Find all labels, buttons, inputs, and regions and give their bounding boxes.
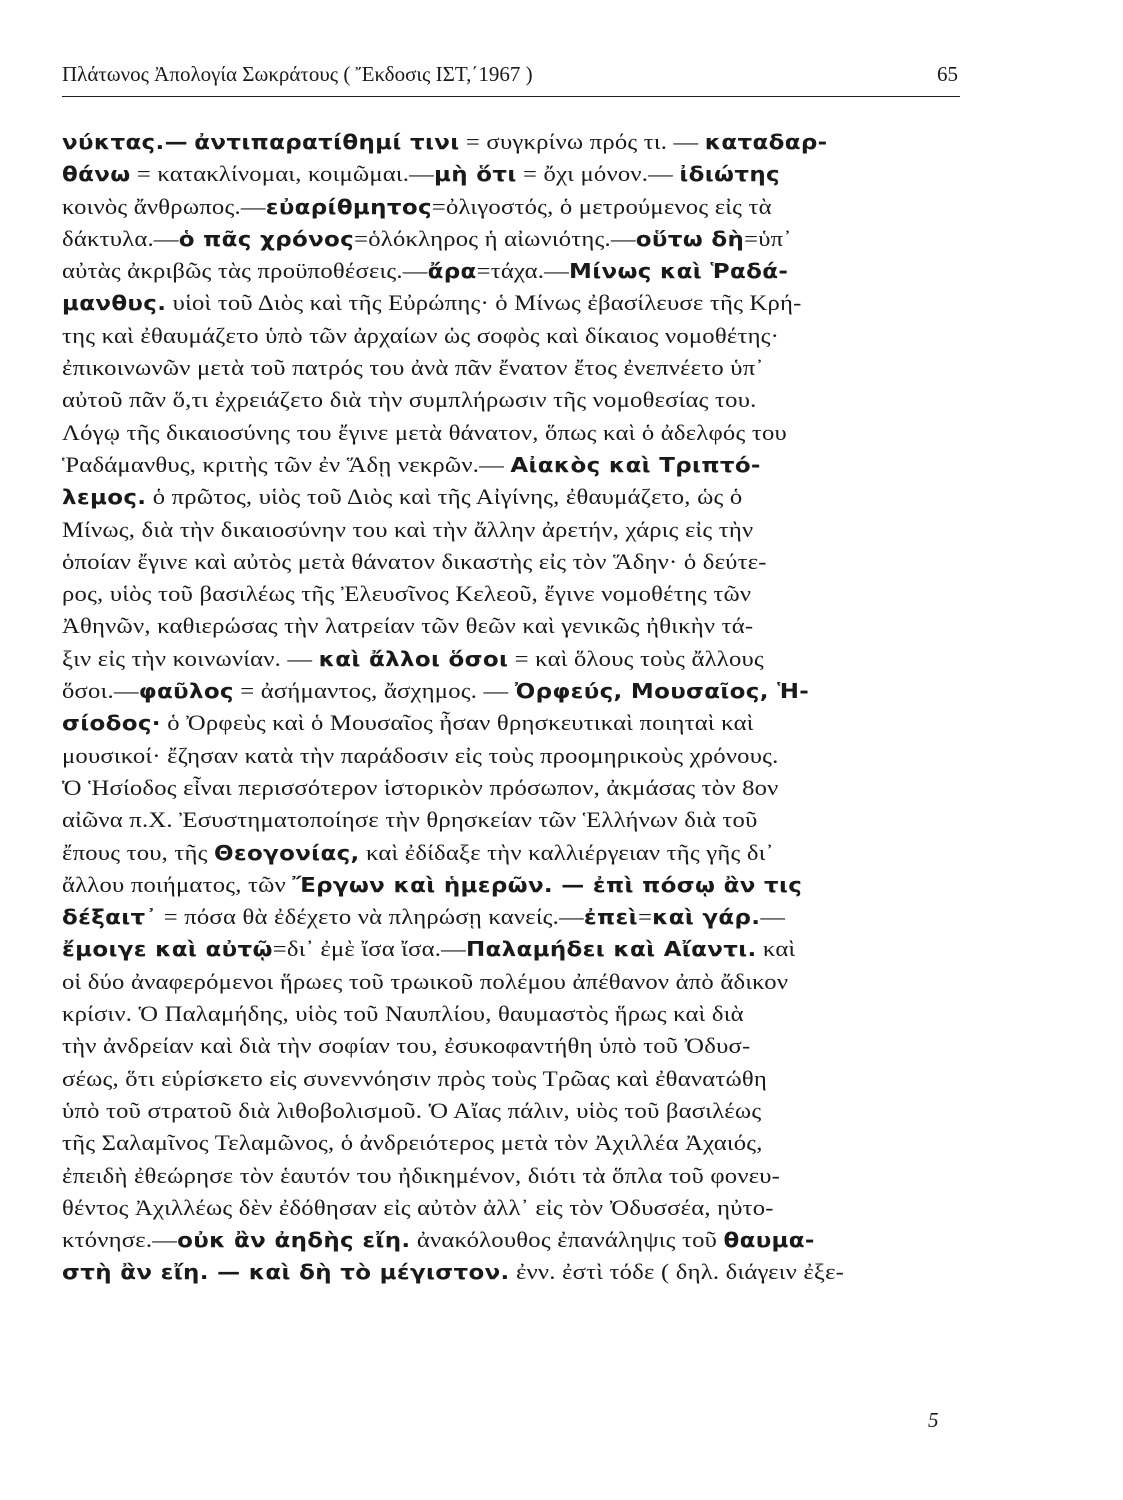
running-title: Πλάτωνος Ἀπολογία Σωκράτους ( Ἔκδοσις ΙΣΤ,΄1967 ) (62, 62, 533, 86)
bold-lemma: καὶ ἄλλοι ὅσοι (318, 646, 509, 671)
text-line (62, 1063, 960, 1095)
bold-lemma: λεμος. (62, 485, 147, 510)
text-line (62, 901, 960, 933)
bold-lemma: Αἰακὸς καὶ Τριπτό- (510, 452, 761, 477)
text-line (62, 287, 960, 319)
bold-lemma: σίοδος· (62, 711, 161, 736)
text-run: αὐτοῦ πᾶν ὅ,τι ἐχρειάζετο διὰ τὴν συμπλήρωσιν τῆς νομοθεσίας του. (62, 387, 757, 413)
text-line (62, 1127, 960, 1159)
text-run: θέντος Ἀχιλλέως δὲν ἐδόθησαν εἰς αὐτὸν ἀλλ᾽ εἰς τὸν Ὀδυσσέα, ηὐτο- (62, 1194, 774, 1220)
bold-lemma: μὴ ὅτι (434, 162, 517, 187)
text-run: δάκτυλα.— (62, 225, 179, 251)
text-line (62, 578, 960, 610)
text-run: =ὁλόκληρος ἡ αἰωνιότης.— (354, 225, 636, 251)
text-line (62, 126, 960, 158)
bold-lemma: οὕτω δὴ (635, 226, 745, 251)
text-line (62, 546, 960, 578)
bold-lemma: οὐκ ἂν ἀηδὴς εἴη. (177, 1228, 411, 1253)
text-run: = ἀσήμαντος, ἄσχημος. — (233, 678, 515, 704)
text-run: ὑπὸ τοῦ στρατοῦ διὰ λιθοβολισμοῦ. Ὁ Αἴας πάλιν, υἱὸς τοῦ βασιλέως (62, 1097, 762, 1123)
text-line (62, 514, 960, 546)
text-run: Λόγῳ τῆς δικαιοσύνης του ἔγινε μετὰ θάνατον, ὅπως καὶ ὁ ἀδελφός του (62, 419, 787, 445)
text-run: Ὁ Ἡσίοδος εἶναι περισσότερον ἱστορικὸν πρόσωπον, ἀκμάσας τὸν 8ον (62, 774, 779, 800)
bold-lemma: στὴ ἂν εἴη. — καὶ δὴ τὸ μέγιστον. (62, 1260, 510, 1285)
commentary-text (62, 126, 960, 1289)
text-run: ὁ πρῶτος, υἱὸς τοῦ Διὸς καὶ τῆς Αἰγίνης, ἐθαυμάζετο, ὡς ὁ (146, 484, 743, 510)
bold-lemma: ἔμοιγε καὶ αὐτῷ (62, 937, 273, 962)
text-line (62, 707, 960, 739)
text-run: Μίνως, διὰ τὴν δικαιοσύνην του καὶ τὴν ἄλλην ἀρετήν, χάρις εἰς τὴν (62, 516, 754, 542)
text-line (62, 320, 960, 352)
header-rule (62, 96, 960, 97)
bold-lemma: ἰδιώτης (679, 162, 780, 187)
text-run: =ὀλιγοστός, ὁ μετρούμενος εἰς τὰ (431, 193, 772, 219)
text-line (62, 966, 960, 998)
text-run: ξιν εἰς τὴν κοινωνίαν. — (62, 645, 319, 671)
text-line (62, 675, 960, 707)
bold-lemma: ἄρα (427, 259, 477, 284)
text-run: ρος, υἱὸς τοῦ βασιλέως τῆς Ἐλευσῖνος Κελεοῦ, ἔγινε νομοθέτης τῶν (62, 581, 752, 607)
text-run: ἐνν. ἐστὶ τόδε ( δηλ. διάγειν ἐξε- (509, 1259, 845, 1285)
text-line (62, 837, 960, 869)
text-line (62, 869, 960, 901)
bold-lemma: θάνω (62, 162, 131, 187)
text-run: = καὶ ὅλους τοὺς ἄλλους (508, 645, 764, 671)
text-run: καὶ (756, 936, 796, 962)
text-run: μουσικοί· ἔζησαν κατὰ τὴν παράδοσιν εἰς τοὺς προομηρικοὺς χρόνους. (62, 742, 779, 768)
page-number: 65 (937, 62, 958, 86)
text-run: ἄλλου ποιήματος, τῶν (62, 871, 293, 897)
text-run: τῆς Σαλαμῖνος Τελαμῶνος, ὁ ἀνδρειότερος μετὰ τὸν Ἀχιλλέα Ἀχαιός, (62, 1130, 763, 1156)
text-line (62, 352, 960, 384)
text-run: — (760, 904, 786, 930)
bold-lemma: ἀντιπαρατίθημί τινι (194, 130, 460, 154)
text-line (62, 449, 960, 481)
text-line (62, 804, 960, 836)
bold-lemma: ἐπεὶ (583, 905, 638, 930)
text-run: = ὄχι μόνον.— (516, 161, 680, 187)
text-run: τὴν ἀνδρείαν καὶ διὰ τὴν σοφίαν του, ἐσυκοφαντήθη ὑπὸ τοῦ Ὀδυσ- (62, 1033, 751, 1059)
text-line (62, 384, 960, 416)
text-run: =τάχα.— (476, 258, 570, 284)
text-line (62, 1030, 960, 1062)
text-run: ὁποίαν ἔγινε καὶ αὐτὸς μετὰ θάνατον δικαστὴς εἰς τὸν Ἅδην· ὁ δεύτε- (62, 548, 767, 574)
bold-lemma: Θεογονίας, (214, 840, 360, 865)
text-run: =δι᾽ ἐμὲ ἴσα ἴσα.— (272, 936, 466, 962)
text-run: ὁ Ὀρφεὺς καὶ ὁ Μουσαῖος ἦσαν θρησκευτικαὶ ποιηταὶ καὶ (160, 710, 754, 736)
text-line (62, 191, 960, 223)
text-line (62, 417, 960, 449)
text-run: = συγκρίνω πρός τι. — (459, 129, 705, 154)
text-run: ἀνακόλουθος ἐπανάληψις τοῦ (410, 1227, 724, 1253)
text-line (62, 223, 960, 255)
bold-lemma: ὁ πᾶς χρόνος (178, 226, 355, 251)
text-line (62, 158, 960, 190)
text-line (62, 772, 960, 804)
text-run: κρίσιν. Ὁ Παλαμήδης, υἱὸς τοῦ Ναυπλίου, θαυμαστὸς ἥρως καὶ διὰ (62, 1001, 744, 1027)
text-run: οἱ δύο ἀναφερόμενοι ἥρωες τοῦ τρωικοῦ πολέμου ἀπέθανον ἀπὸ ἄδικον (62, 968, 789, 994)
bold-lemma: Μίνως καὶ Ῥαδά- (569, 259, 789, 284)
text-run: Ῥαδάμανθυς, κριτὴς τῶν ἐν Ἅδῃ νεκρῶν.— (62, 451, 511, 477)
text-line (62, 1192, 960, 1224)
bold-lemma: Ἔργων καὶ ἡμερῶν. — ἐπὶ πόσῳ ἂν τις (292, 872, 803, 897)
signature-mark: 5 (928, 1408, 939, 1432)
text-line (62, 1095, 960, 1127)
text-run: ἐπικοινωνῶν μετὰ τοῦ πατρός του ἀνὰ πᾶν ἔνατον ἔτος ἐνεπνέετο ὑπ᾽ (62, 355, 764, 381)
text-run: καὶ ἐδίδαξε τὴν καλλιέργειαν τῆς γῆς δι᾽ (359, 839, 774, 865)
text-line (62, 255, 960, 287)
text-run: αἰῶνα π.Χ. Ἐσυστηματοποίησε τὴν θρησκείαν τῶν Ἑλλήνων διὰ τοῦ (62, 807, 758, 833)
text-run: ἐπειδὴ ἐθεώρησε τὸν ἑαυτόν του ἠδικημένον, διότι τὰ ὅπλα τοῦ φονευ- (62, 1162, 781, 1188)
bold-lemma: καὶ γάρ. (652, 905, 761, 930)
bold-lemma: νύκτας.— (62, 130, 188, 154)
bold-lemma: Ὀρφεύς, Μουσαῖος, Ἡ- (514, 679, 810, 704)
text-run: κοινὸς ἄνθρωπος.— (62, 193, 266, 219)
bold-lemma: Παλαμήδει καὶ Αἴαντι. (465, 937, 757, 962)
text-line (62, 1160, 960, 1192)
text-run: αὐτὰς ἀκριβῶς τὰς προϋποθέσεις.— (62, 258, 428, 284)
text-line (62, 643, 960, 675)
text-run: υἱοὶ τοῦ Διὸς καὶ τῆς Εὐρώπης· ὁ Μίνως ἐβασίλευσε τῆς Κρή- (166, 290, 802, 316)
text-run: ὅσοι.— (62, 678, 139, 704)
text-line (62, 1256, 960, 1288)
text-line (62, 481, 960, 513)
text-run: σέως, ὅτι εὑρίσκετο εἰς συνεννόησιν πρὸς τοὺς Τρῶας καὶ ἐθανατώθη (62, 1065, 768, 1091)
bold-lemma: καταδαρ- (704, 130, 828, 154)
text-line (62, 610, 960, 642)
running-header (62, 60, 960, 92)
text-run: ἔπους του, τῆς (62, 839, 215, 865)
text-line (62, 998, 960, 1030)
text-run: = κατακλίνομαι, κοιμῶμαι.— (130, 161, 435, 187)
text-run: =ὑπ᾽ (744, 225, 792, 251)
text-run: Ἀθηνῶν, καθιερώσας τὴν λατρείαν τῶν θεῶν καὶ γενικῶς ἠθικὴν τά- (62, 613, 754, 639)
text-run: = (637, 904, 653, 930)
bold-lemma: μανθυς. (62, 291, 167, 316)
bold-lemma: εὐαρίθμητος (265, 194, 432, 219)
text-run: κτόνησε.— (62, 1227, 178, 1253)
text-line (62, 1224, 960, 1256)
text-line (62, 933, 960, 965)
bold-lemma: φαῦλος (138, 679, 234, 704)
bold-lemma: θαυμα- (723, 1228, 815, 1253)
text-run: της καὶ ἐθαυμάζετο ὑπὸ τῶν ἀρχαίων ὡς σοφὸς καὶ δίκαιος νομοθέτης· (62, 322, 780, 348)
bold-lemma: δέξαιτ᾽ (62, 905, 158, 930)
text-run: = πόσα θὰ ἐδέχετο νὰ πληρώσῃ κανείς.— (157, 904, 584, 930)
text-line (62, 740, 960, 772)
